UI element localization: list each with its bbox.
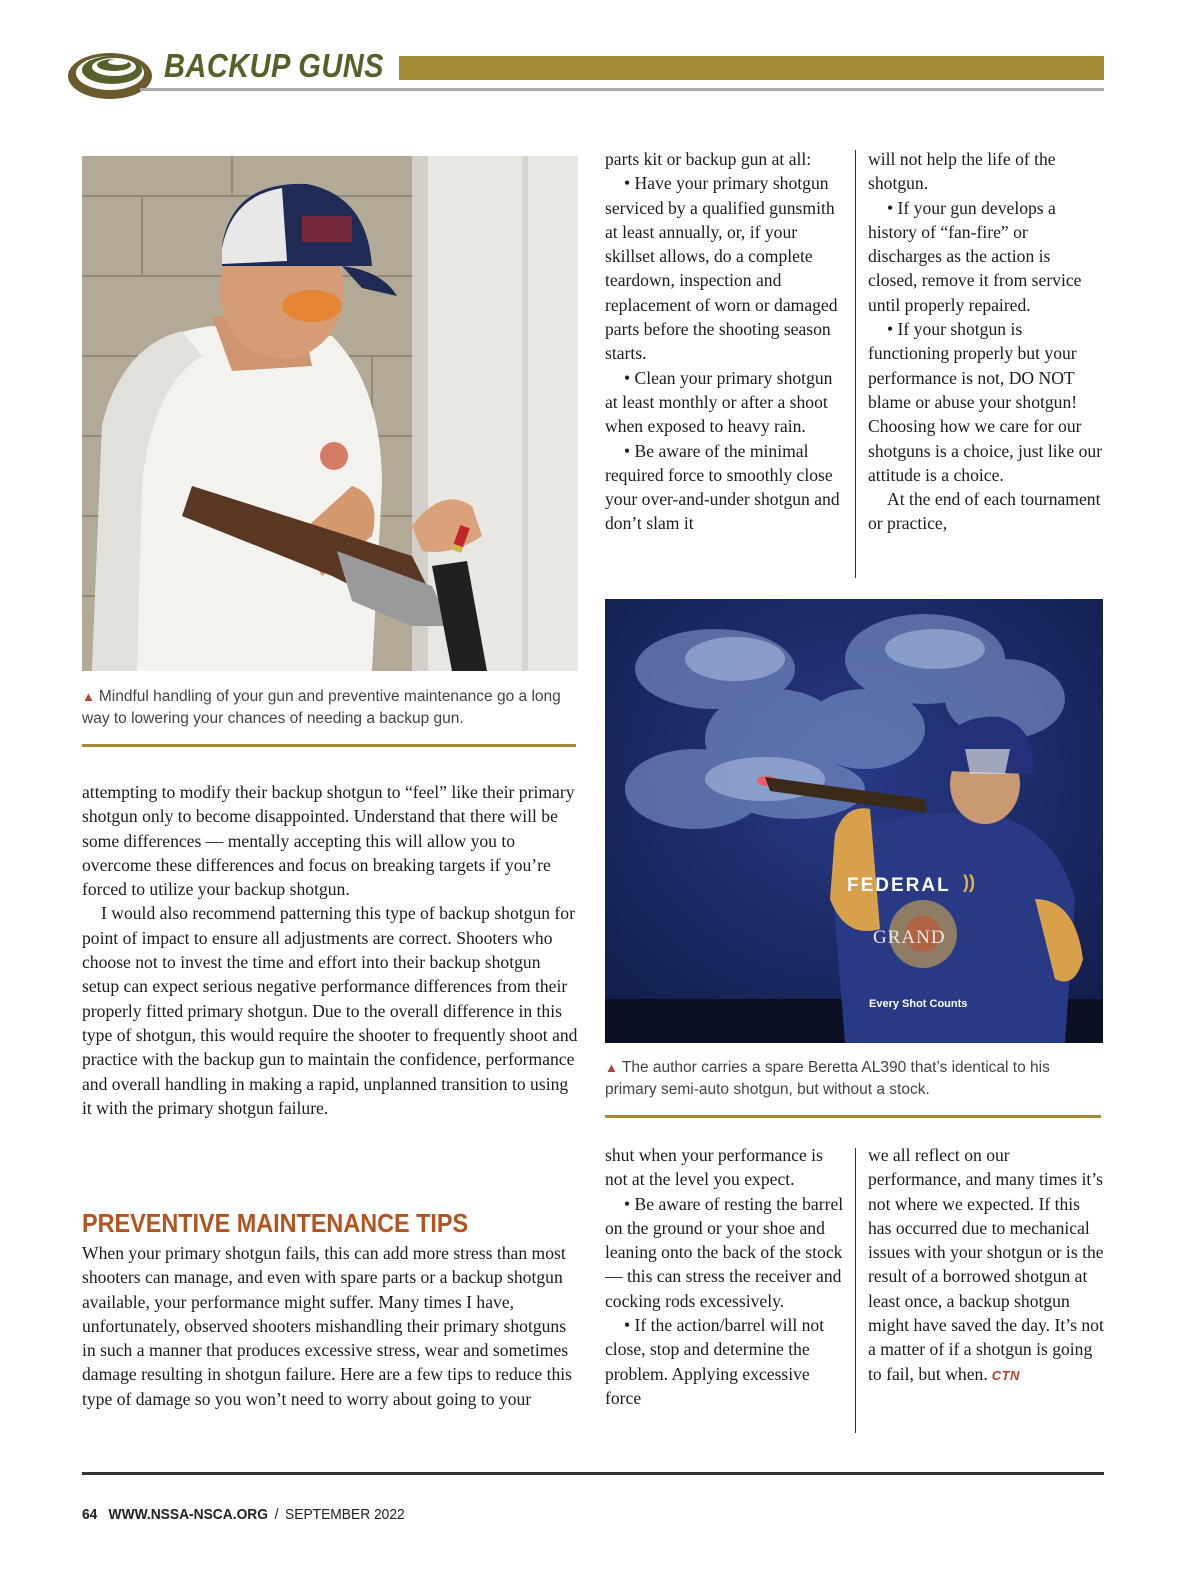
article-column-b: [605, 147, 848, 536]
column-divider: [855, 150, 856, 578]
paragraph: will not help the life of the shotgun.: [868, 149, 1056, 194]
clay-target-logo-icon: [66, 40, 156, 102]
bullet-item: • Be aware of resting the barrel on the ground or your shoe and leaning onto the back of the stock — this can stress the receiver and cocking rods excessively.: [605, 1193, 844, 1311]
column-divider: [855, 1148, 856, 1433]
paragraph: At the end of each tournament or practice,: [868, 489, 1101, 534]
section-title: BACKUP GUNS: [164, 47, 384, 84]
paragraph: I would also recommend patterning this type of backup shotgun for point of impact to ensure all adjustments are correct. Shooters who choose not to invest the time and effort into their backup shotgun setup can expect serious negative performance differences from their properly fitted primary shotgun. Due to the overall difference in this type of shotgun, this would require the shooter to frequently shoot and practice with the backup gun to maintain the confidence, performance and overall handling in making a rapid, unplanned transition to using it with the primary shotgun failure.: [82, 903, 578, 1118]
header-rule: [140, 88, 1104, 91]
paragraph: parts kit or backup gun at all:: [605, 149, 812, 169]
article-column-c: [868, 147, 1104, 536]
issue-date: SEPTEMBER 2022: [285, 1506, 405, 1523]
header-bar: [399, 56, 1104, 80]
shirt-event-text: GRAND: [873, 927, 946, 948]
caption-triangle-icon: ▲: [82, 689, 95, 704]
caption-photo-2: ▲ The author carries a spare Beretta AL390 that’s identical to his primary semi-auto shotgun, but without a stock.: [605, 1059, 1050, 1098]
article-column-a: [82, 780, 582, 1120]
page-footer: [82, 1505, 405, 1525]
caption-rule-2: [605, 1115, 1101, 1118]
article-column-a-continued: [82, 1241, 582, 1411]
photo-shooter-loading-shell: [82, 156, 578, 671]
bullet-item: • If the action/barrel will not close, stop and determine the problem. Applying excessive force: [605, 1315, 825, 1408]
photo-shooter-firing: [605, 599, 1103, 1043]
caption-photo-1: ▲ Mindful handling of your gun and preventive maintenance go a long way to lowering your chances of needing a backup gun.: [82, 688, 561, 727]
shirt-brand-mark-icon: )): [963, 872, 975, 892]
shirt-brand-text: FEDERAL: [847, 875, 951, 896]
bullet-item: • If your shotgun is functioning properly but your performance is not, DO NOT blame or abuse your shotgun! Choosing how we care for our shotguns is a choice, just like our attitude is a choice.: [868, 319, 1103, 485]
article-column-d: [605, 1143, 848, 1410]
article-column-e: [868, 1143, 1104, 1388]
subhead-preventive-maintenance: PREVENTIVE MAINTENANCE TIPS: [82, 1208, 469, 1238]
paragraph: When your primary shotgun fails, this can add more stress than most shooters can manage, and even with spare parts or a backup shotgun available, your performance might suffer. Many times I have, unfortunately, observed shooters mishandling their primary shotguns in such a manner that produces excessive stress, wear and sometimes damage resulting in shotgun failure. Here are a few tips to reduce this type of damage so you won’t need to worry about going to your: [82, 1243, 573, 1409]
caption-rule-1: [82, 744, 576, 747]
footer-separator: /: [274, 1506, 279, 1523]
end-mark-ctn: CTN: [991, 1367, 1020, 1383]
shirt-tagline-text: Every Shot Counts: [869, 998, 968, 1010]
website-link[interactable]: WWW.NSSA-NSCA.ORG: [108, 1506, 269, 1523]
paragraph: we all reflect on our performance, and many times it’s not where we expected. If this has occurred due to mechanical issues with your shotgun or is the result of a borrowed shotgun at least once, a backup shotgun might have saved the day. It’s not a matter of if a shotgun is going to fail, but when. CTN: [868, 1145, 1104, 1384]
paragraph: attempting to modify their backup shotgun to “feel” like their primary shotgun only to become disappointed. Understand that there will be some differences — mentally accepting this will allow you to overcome these differences and focus on breaking targets if you’re forced to utilize your backup shotgun.: [82, 782, 575, 900]
bullet-item: • Be aware of the minimal required force to smoothly close your over-and-under shotgun and don’t slam it: [605, 440, 840, 534]
footer-rule: [82, 1472, 1104, 1475]
page-number: 64: [82, 1506, 98, 1523]
bullet-item: • Have your primary shotgun serviced by a qualified gunsmith at least annually, or, if your skillset allows, do a complete teardown, inspection and replacement of worn or damaged parts before the shooting season starts.: [605, 173, 838, 364]
caption-triangle-icon: ▲: [605, 1060, 618, 1075]
bullet-item: • If your gun develops a history of “fan-fire” or discharges as the action is closed, remove it from service until properly repaired.: [868, 197, 1082, 315]
bullet-item: • Clean your primary shotgun at least monthly or after a shoot when exposed to heavy rain.: [605, 367, 833, 437]
paragraph: shut when your performance is not at the level you expect.: [605, 1145, 823, 1190]
